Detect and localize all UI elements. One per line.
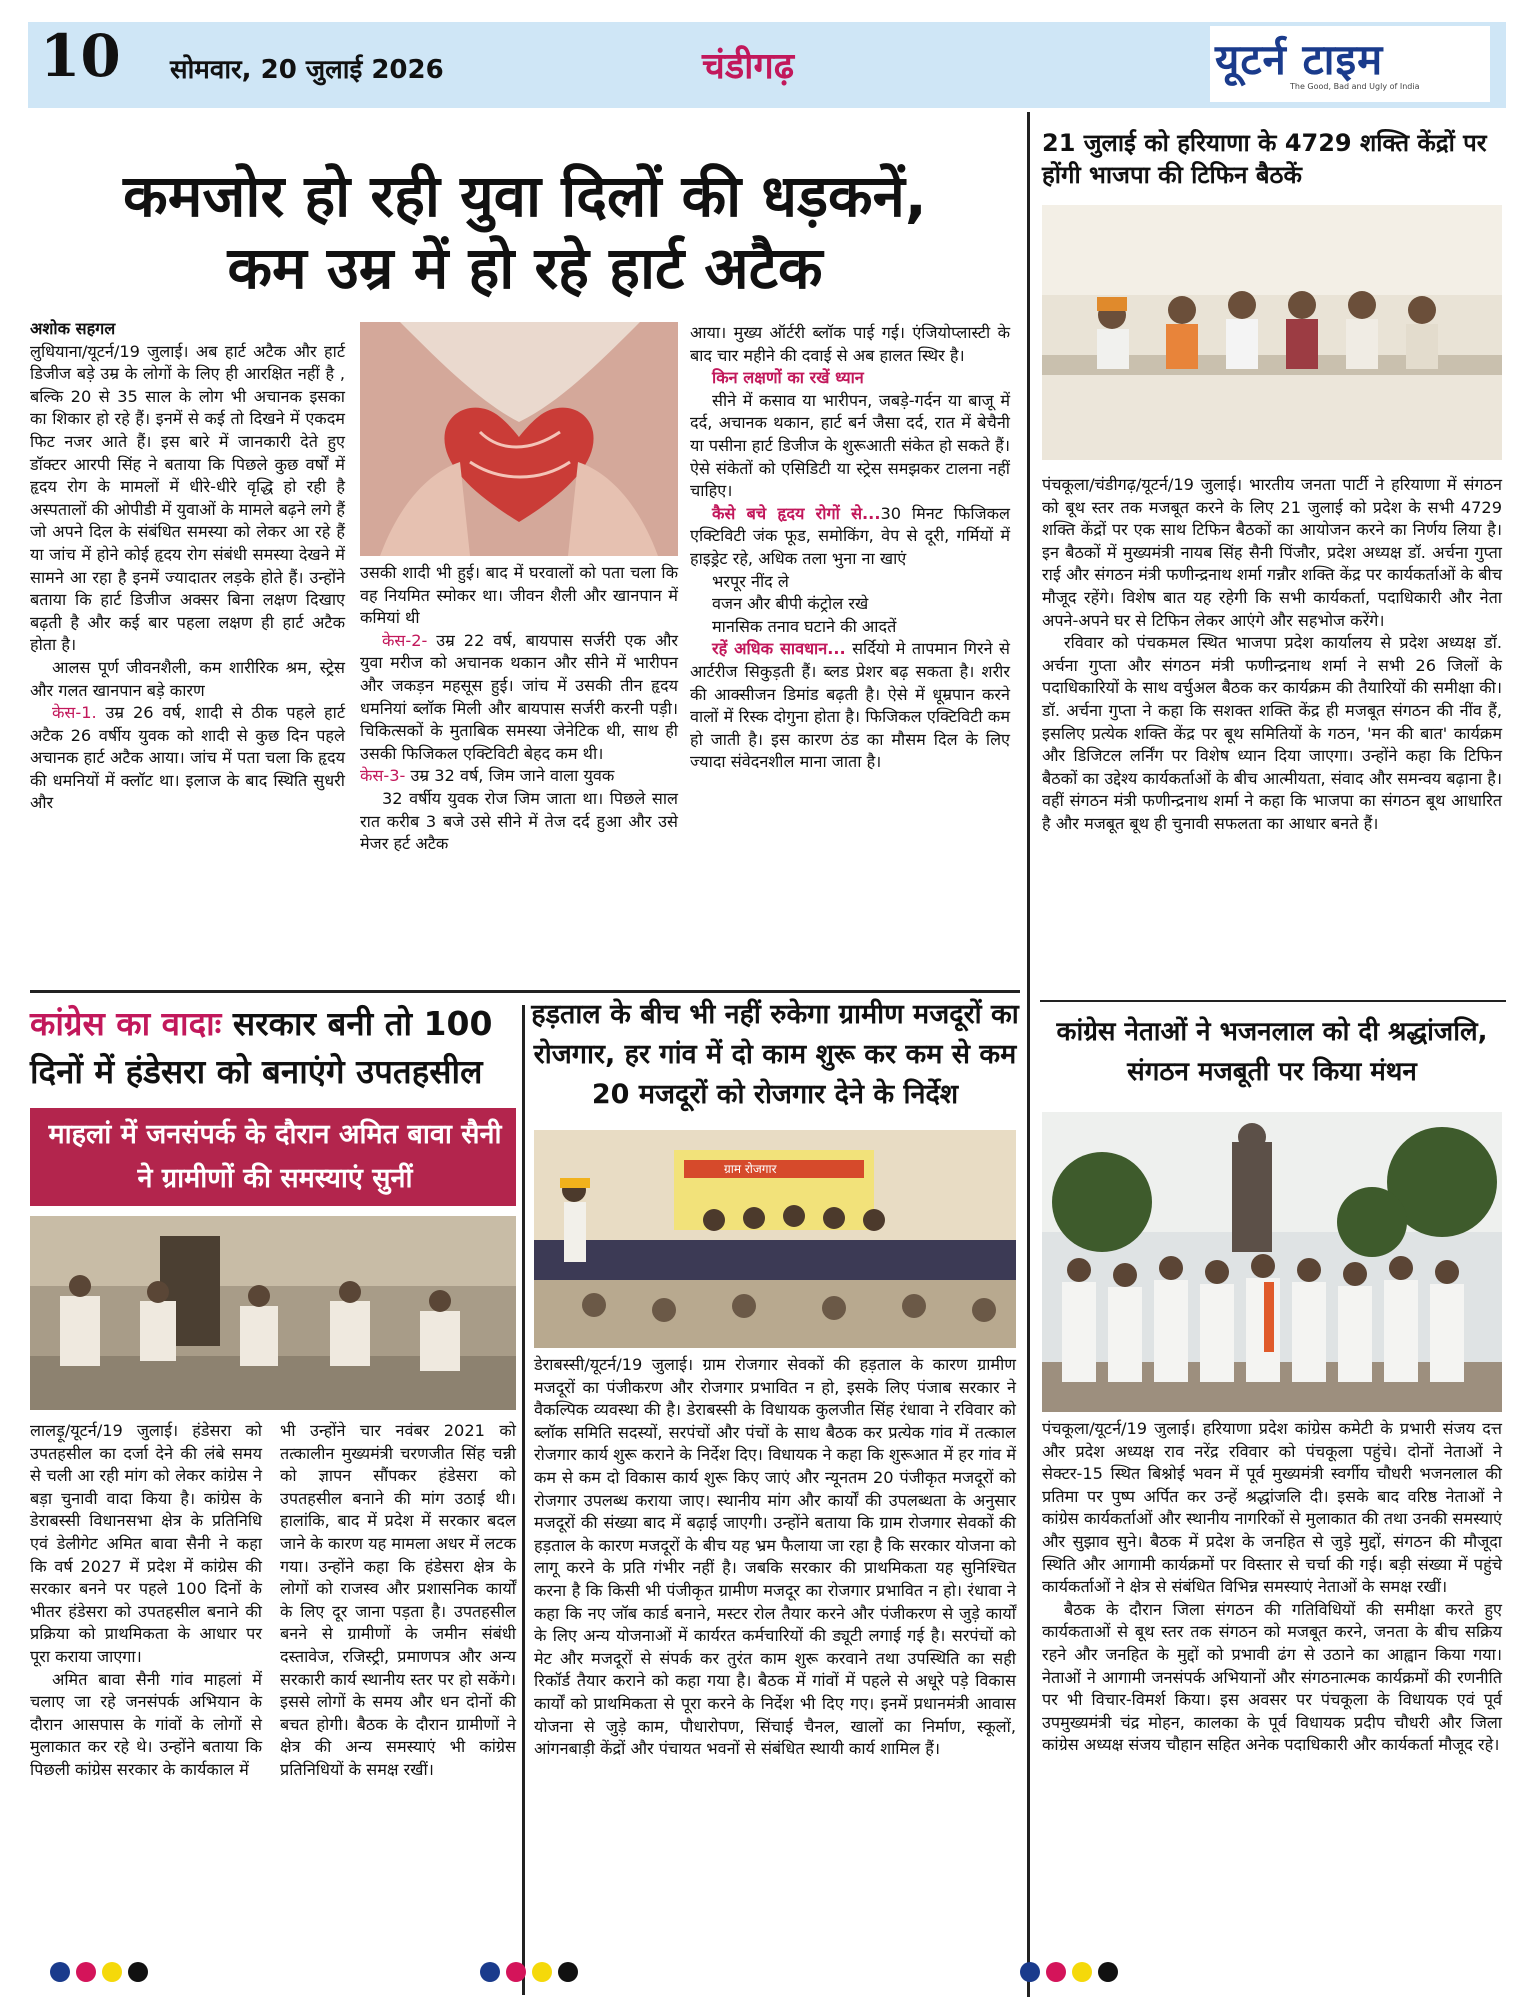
strike-meeting-photo: [534, 1130, 1016, 1348]
congress-col1-p1: लालड़ू/यूटर्न/19 जुलाई। हंडेसरा को उपतहसील का दर्जा देने की लंबे समय से चली आ रही मांग को लेकर कांग्रेस ने बड़ा चुनावी वादा किया है। कांग्रेस के डेराबस्सी विधानसभा क्षेत्र के प्रतिनिधि एवं डेलीगेट अमित बावा सैनी ने कहा कि वर्ष 2027 में प्रदेश में कांग्रेस की सरकार बनने पर पहले 100 दिनों के भीतर हंडेसरा को उपतहसील बनाने की प्रक्रिया को प्राथमिकता के आधार पर पूरा कराया जाएगा।: [30, 1421, 262, 1666]
prevent-item: वजन और बीपी कंट्रोल रखे: [712, 594, 869, 614]
case1-text: उम्र 26 वर्ष, शादी से ठीक पहले हार्ट अटैक 26 वर्षीय युवक को शादी से कुछ दिन पहले अचानक हार्ट अटैक आया। जांच में पता चला कि हृदय की धमनियों में क्लॉट था। इलाज के बाद स्थिति सुधरी और: [30, 703, 345, 813]
main-headline-line2: कम उम्र में हो रहे हार्ट अटैक: [227, 234, 823, 302]
case3-label: केस-3-: [360, 766, 406, 786]
masthead-logo: यूटर्न टाइम: [1215, 35, 1384, 84]
registration-dot: [1046, 1962, 1066, 1982]
tribute-headline: कांग्रेस नेताओं ने भजनलाल को दी श्रद्धांजलि, संगठन मजबूती पर किया मंथन: [1056, 1017, 1488, 1087]
main-col2: [360, 562, 678, 856]
bjp-tiffin-headline: 21 जुलाई को हरियाणा के 4729 शक्ति केंद्रों पर होंगी भाजपा की टिफिन बैठकें: [1042, 129, 1487, 189]
main-col3: [690, 322, 1010, 774]
tribute-p2: बैठक के दौरान जिला संगठन की गतिविधियों की समीक्षा करते हुए कार्यकताओं से बूथ स्तर तक संगठन को मजबूत करने, जनता के बीच सक्रिय रहने और जनहित के मुद्दों को प्रभावी ढंग से उठाने का आह्वान किया गया। नेताओं ने आगामी जनसंपर्क अभियानों और संगठनात्मक कार्यक्रमों की रणनीति पर भी विचार-विमर्श किया। इस अवसर पर पंचकूला के विधायक एवं पूर्व उपमुख्यमंत्री चंद्र मोहन, कालका के पूर्व विधायक प्रदीप चौधरी और जिला कांग्रेस अध्यक्ष संजय चौहान सहित अनेक पदाधिकारी और कार्यकर्ता मौजूद रहे।: [1042, 1599, 1502, 1755]
strike-body: [534, 1354, 1016, 1761]
column-rule-middle: [522, 1005, 525, 1995]
congress-col2-text: भी उन्होंने चार नवंबर 2021 को तत्कालीन मुख्यमंत्री चरणजीत सिंह चन्नी को ज्ञापन सौंपकर हंडेसरा को उपतहसील बनाने की मांग उठाई थी। हालांकि, बाद में प्रदेश में सरकार बदल जाने के कारण यह मामला अधर में लटक गया। उन्होंने कहा कि हंडेसरा क्षेत्र के लोगों को राजस्व और प्रशासनिक कार्यों के लिए दूर जाना पड़ता है। उपतहसील बनने से ग्रामीणों के जमीन संबंधी दस्तावेज, रजिस्ट्री, प्रमाणपत्र और अन्य सरकारी कार्य स्थानीय स्तर पर हो सकेंगे। इससे लोगों के समय और धन दोनों की बचत होगी। बैठक के दौरान ग्रामीणों ने क्षेत्र की अन्य समस्याएं भी कांग्रेस प्रतिनिधियों के समक्ष रखीं।: [280, 1421, 516, 1779]
bjp-meeting-photo: [1042, 205, 1502, 460]
masthead-tagline: The Good, Bad and Ugly of India: [1290, 82, 1420, 91]
caution-label: रहें अधिक सावधान...: [712, 639, 846, 659]
case2-label: केस-2-: [382, 630, 428, 650]
case3-body: 32 वर्षीय युवक रोज जिम जाता था। पिछले साल रात करीब 3 बजे उसे सीने में तेज दर्द हुआ और उसे मेजर हर्ट अटैक: [360, 788, 678, 854]
main-col1-p1: लुधियाना/यूटर्न/19 जुलाई। अब हार्ट अटैक और हार्ट डिजीज बड़े उम्र के लोगों के लिए ही आरक्षित नहीं है , बल्कि 20 से 35 साल के लोग भी अचानक इसका का शिकार हो रहे हैं। इनमें से कई तो दिखने में एकदम फिट नजर आते हैं। इस बारे में जानकारी देते हुए डॉक्टर आरपी सिंह ने बताया कि पिछले कुछ वर्षों में हृदय रोग के मामलों में धीरे-धीरे वृद्धि हो रही है अस्पतालों की ओपीडी में युवाओं के मामले बढ़ने लगे हैं जो अपने दिल के संबंधित समस्या को लेकर आ रहे हैं या जांच में होने कोई हृदय रोग संबंधी समस्या देखने में सामने आ रहा है इनमें ज्यादातर लड़के होते हैं। उन्होंने बताया कि हार्ट डिजीज अक्सर बिना लक्षण दिखाए बढ़ती है और कई बार पहला लक्षण ही हार्ट अटैक होता है।: [30, 341, 345, 655]
case3-text: उम्र 32 वर्ष, जिम जाने वाला युवक: [410, 766, 615, 786]
registration-dot: [1072, 1962, 1092, 1982]
tribute-photo: [1042, 1112, 1502, 1412]
city-label: चंडीगढ़: [702, 46, 794, 87]
caution-text: सर्दियो मे तापमान गिरने से आर्टरीज सिकुड़ती हैं। ब्लड प्रेशर बढ़ सकता है। शरीर की आक्सीजन डिमांड बढ़ती है। ऐसे में धूम्रपान करने वालों में रिस्क दोगुना होता है। फिजिकल एक्टिविटी कम हो जाती है। इस कारण ठंड का मौसम दिल के लिए ज्यादा संवेदनशील माना जाता है।: [690, 639, 1010, 772]
registration-dot: [50, 1962, 70, 1982]
registration-dot: [1020, 1962, 1040, 1982]
case3-paragraph: [360, 765, 678, 788]
prevent-paragraph: [690, 503, 1010, 571]
column-rule-right: [1027, 112, 1030, 1997]
case1-paragraph: [30, 702, 345, 815]
bjp-tiffin-p2: रविवार को पंचकमल स्थित भाजपा प्रदेश कार्यालय से प्रदेश अध्यक्ष डॉ. अर्चना गुप्ता और संगठन मंत्री फणीन्द्रनाथ शर्मा ने सभी 26 जिलों के पदाधिकारियों के साथ वर्चुअल बैठक कर कार्यक्रम की तैयारियों की समीक्षा की। डॉ. अर्चना गुप्ता ने कहा कि सशक्त शक्ति केंद्र ही मजबूत संगठन की नींव हैं, इसलिए प्रत्येक शक्ति केंद्र पर बूथ समितियों के गठन, 'मन की बात' कार्यक्रम और डिजिटल लर्निंग पर विशेष ध्यान दिया जाएगा। उन्होंने कहा कि टिफिन बैठकों का उद्देश्य कार्यकर्ताओं के बीच आत्मीयता, संवाद और समन्वय बढ़ाना है। वहीं संगठन मंत्री फणीन्द्रनाथ शर्मा ने कहा कि भाजपा का संगठन बूथ आधारित है और मजबूत बूथ ही चुनावी सफलता का आधार बनते हैं।: [1042, 633, 1502, 833]
banner-text: ग्राम रोजगार: [724, 1162, 777, 1176]
congress-headline-rest: सरकार बनी तो 100 दिनों में हंडेसरा को बनाएंगे उपतहसील: [30, 1004, 493, 1091]
case2-text: उम्र 22 वर्ष, बायपास सर्जरी एक और युवा मरीज को अचानक थकान और सीने में भारीपन और जकड़न महसूस हुई। जांच में उसकी तीन हृदय धमनियां ब्लॉक मिली और बायपास सर्जरी करनी पड़ी। चिकित्सकों के मुताबिक समस्या जेनेटिक थी, साथ ही उसकी फिजिकल एक्टिविटी बेहद कम थी।: [360, 630, 678, 763]
case1-label: केस-1.: [52, 703, 97, 723]
strike-body-text: डेराबस्सी/यूटर्न/19 जुलाई। ग्राम रोजगार सेवकों की हड़ताल के कारण ग्रामीण मजदूरों का पंजीकरण और रोजगार प्रभावित न हो, इसके लिए पंजाब सरकार ने वैकल्पिक व्यवस्था की है। डेराबस्सी के विधायक कुलजीत सिंह रंधावा ने रविवार को ब्लॉक समिति सदस्यों, सरपंचों और पंचों के साथ बैठक कर प्रत्येक गांव में तत्काल रोजगार कार्य शुरू कराने के निर्देश दिए। विधायक ने कहा कि शुरूआत में हर गांव में कम से कम दो विकास कार्य शुरू किए जाएं और न्यूनतम 20 पंजीकृत मजदूरों को रोजगार उपलब्ध कराया जाए। स्थानीय मांग और कार्यों की उपलब्धता के अनुसार मजदूरों की संख्या बाद में बढ़ाई जाएगी। उन्होंने बताया कि ग्राम रोजगार सेवकों की हड़ताल के कारण मजदूरों के बीच यह भ्रम फैलाया जा रहा है कि सरकार योजना को लागू करने के प्रति गंभीर नहीं है। जबकि सरकार की प्राथमिकता यह सुनिश्चित करना है कि किसी भी पंजीकृत ग्रामीण मजदूर का रोजगार प्रभावित न हो। रंधावा ने कहा कि नए जॉब कार्ड बनाने, मस्टर रोल तैयार करने और पंजीकरण से जुड़े कार्यों के लिए अन्य योजनाओं में कार्यरत कर्मचारियों की ड्यूटी लगाई गई है। सरपंचों को मेट और मजदूरों से संपर्क कर तुरंत काम शुरू करवाने तथा उपस्थिति का सही रिकॉर्ड तैयार कराने को कहा गया है। बैठक में गांवों में पहले से अधूरे पड़े विकास कार्यों को प्राथमिकता से पूरा करने के निर्देश भी दिए गए। इनमें प्रधानमंत्री आवास योजना से जुड़े काम, पौधारोपण, सिंचाई चैनल, खालों का निर्माण, स्कूलों, आंगनबाड़ी केंद्रों और पंचायत भवनों से संबंधित स्थायी कार्य शामिल हैं।: [534, 1355, 1016, 1759]
tribute-top-rule: [1040, 1000, 1506, 1002]
congress-col2: [280, 1420, 516, 1782]
registration-dot: [102, 1962, 122, 1982]
tribute-body: [1042, 1418, 1502, 1757]
prevent-item: मानसिक तनाव घटाने की आदतें: [712, 616, 897, 636]
byline: अशोक सहगल: [30, 319, 116, 338]
village-meeting-illustration: [30, 1216, 516, 1410]
symptoms-label: किन लक्षणों का रखें ध्यान: [712, 368, 864, 388]
main-col1: [30, 318, 345, 815]
caution-paragraph: [690, 638, 1010, 774]
congress-col1-p2: अमित बावा सैनी गांव माहलां में चलाए जा रहे जनसंपर्क अभियान के दौरान आसपास के गांवों के लोगों से मुलाकात कर रहे थे। उन्होंने बताया कि पिछली कांग्रेस सरकार के कार्यकाल में: [30, 1669, 262, 1779]
bjp-tiffin-body: [1042, 474, 1502, 836]
tribute-p1: पंचकूला/यूटर्न/19 जुलाई। हरियाणा प्रदेश कांग्रेस कमेटी के प्रभारी संजय दत्त और प्रदेश अध्यक्ष राव नरेंद्र रविवार को पंचकूला पहुंचे। दोनों नेताओं ने सेक्टर-15 स्थित बिश्नोई भवन में पूर्व मुख्यमंत्री स्वर्गीय चौधरी भजनलाल की प्रतिमा पर पुष्प अर्पित कर उन्हें श्रद्धांजलि दी। इसके बाद वरिष्ठ नेताओं ने कांग्रेस कार्यकर्ताओं और स्थानीय नागरिकों से मुलाकात की तथा उनकी समस्याएं और सुझाव सुने। बैठक में प्रदेश के जनहित से जुड़े मुद्दों, संगठन की मौजूदा स्थिति और आगामी कार्यक्रमों पर विस्तार से चर्चा की गई। बड़ी संख्या में पहुंचे कार्यकर्ताओं ने क्षेत्र से संबंधित विभिन्न समस्याएं नेताओं के समक्ष रखीं।: [1042, 1419, 1502, 1597]
registration-dot: [532, 1962, 552, 1982]
heart-illustration: [360, 322, 678, 556]
meeting-stage-illustration: [1042, 205, 1502, 460]
prevent-item: भरपूर नींद ले: [712, 571, 789, 591]
case2-paragraph: [360, 630, 678, 766]
bjp-tiffin-p1: पंचकूला/चंडीगढ़/यूटर्न/19 जुलाई। भारतीय जनता पार्टी ने हरियाणा में संगठन को बूथ स्तर तक मजबूत करने के लिए 21 जुलाई को प्रदेश के सभी 4729 शक्ति केंद्रों पर एक साथ टिफिन बैठकों का आयोजन करने का निर्णय लिया है। इन बैठकों में मुख्यमंत्री नायब सिंह सैनी पिंजौर, प्रदेश अध्यक्ष डॉ. अर्चना गुप्ता राई और संगठन मंत्री फणीन्द्रनाथ शर्मा गन्नौर शक्ति केंद्र पर कार्यकर्ताओं के बीच मौजूद रहेंगे। विशेष बात यह रहेगी कि सभी कार्यकर्ता, पदाधिकारी और नेता अपने-अपने घर से टिफिन लेकर आएंगे और सहभोज करेंगे।: [1042, 475, 1502, 630]
page-number: 10: [40, 22, 121, 90]
strike-headline: हड़ताल के बीच भी नहीं रुकेगा ग्रामीण मजदूरों का रोजगार, हर गांव में दो काम शुरू कर कम से कम 20 मजदूरों को रोजगार देने के निर्देश: [531, 999, 1019, 1110]
section-rule: [30, 990, 1020, 993]
main-col1-p2: आलस पूर्ण जीवनशैली, कम शारीरिक श्रम, स्ट्रेस और गलत खानपान बड़े कारण: [30, 657, 345, 700]
statue-crowd-illustration: [1042, 1112, 1502, 1412]
symptoms-text: सीने में कसाव या भारीपन, जबड़े-गर्दन या बाजू में दर्द, अचानक थकान, हार्ट बर्न जैसा दर्द, रात में बेचैनी या पसीना हार्ट डिजीज के शुरूआती संकेत हो सकते हैं। ऐसे संकेतों को एसिडिटी या स्ट्रेस समझकर टालना नहीं चाहिए।: [690, 390, 1010, 501]
hall-meeting-illustration: [534, 1130, 1016, 1348]
main-col3-top: आया। मुख्य ऑर्टरी ब्लॉक पाई गई। एंजियोप्लास्टी के बाद चार महीने की दवाई से अब हालत स्थिर है।: [690, 323, 1010, 365]
prevent-text: 30 मिनट फिजिकल एक्टिविटी जंक फूड, समोकिंग, वेप से दूरी, गर्मियों में हाइड्रेट रहे, अधिक तला भुना ना खाएं: [690, 503, 1010, 568]
date-line: सोमवार, 20 जुलाई 2026: [170, 55, 444, 85]
prevent-label: कैसे बचे हृदय रोगों से...: [712, 503, 881, 523]
registration-dot: [1098, 1962, 1118, 1982]
registration-dot: [128, 1962, 148, 1982]
main-col2-top: उसकी शादी भी हुई। बाद में घरवालों को पता चला कि वह नियमित स्मोकर था। जीवन शैली और खानपान में कमियां थी: [360, 563, 678, 628]
registration-dot: [506, 1962, 526, 1982]
congress-promise-headline: [30, 1000, 520, 1096]
congress-headline-label: कांग्रेस का वादाः: [30, 1004, 222, 1043]
congress-col1: [30, 1420, 262, 1782]
village-meeting-photo: [30, 1216, 516, 1410]
congress-subhead: माहलां में जनसंपर्क के दौरान अमित बावा सैनी ने ग्रामीणों की समस्याएं सुनीं: [48, 1119, 502, 1194]
main-headline: [30, 160, 1020, 304]
registration-dot: [480, 1962, 500, 1982]
registration-dot: [558, 1962, 578, 1982]
heart-attack-photo: [360, 322, 678, 556]
registration-dot: [76, 1962, 96, 1982]
main-headline-line1: कमजोर हो रही युवा दिलों की धड़कनें,: [123, 162, 927, 230]
